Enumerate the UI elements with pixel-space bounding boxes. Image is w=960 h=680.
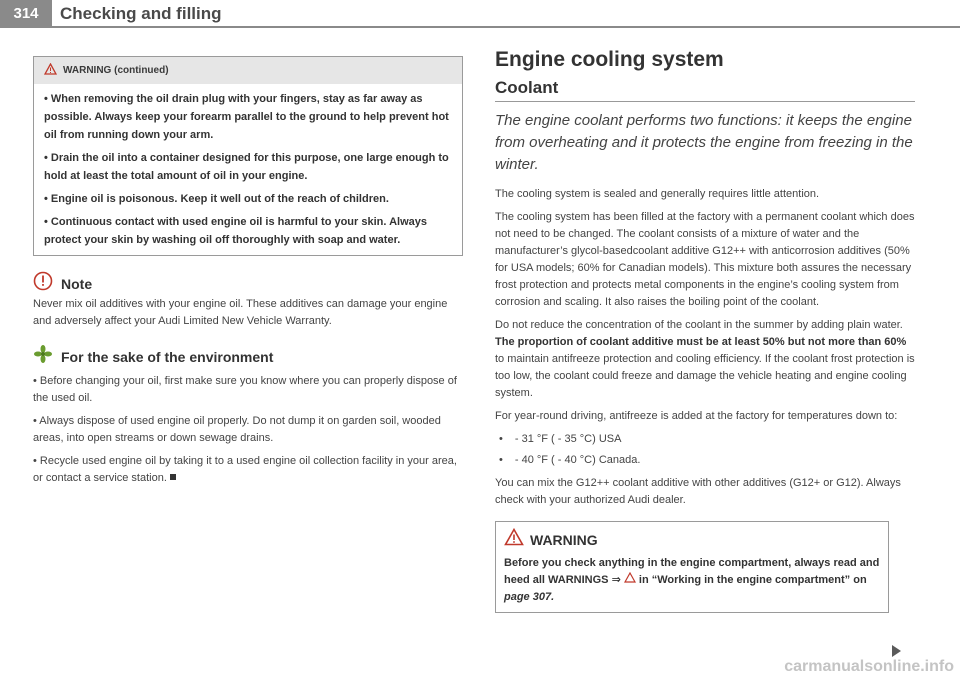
engine-warning-text — [496, 553, 888, 612]
temperature-item — [495, 452, 915, 469]
intro-text: The engine coolant performs two functions: it keeps the engine from overheating and it protects the engine from freezing in the winter. — [495, 112, 913, 173]
page-reference-link[interactable]: page 307. — [504, 591, 555, 603]
text-span: Before you check anything in the engine compartment, always read and heed all WARNINGS — [504, 557, 880, 586]
note-icon — [33, 271, 53, 296]
paragraph: The cooling system is sealed and generally requires little attention. — [495, 188, 820, 200]
environment-item: • Always dispose of used engine oil properly. Do not dump it on garden soil, wooded areas, into open streams or down sewage drains. — [33, 415, 441, 444]
continue-arrow-icon — [892, 645, 901, 657]
warning-triangle-small-icon — [624, 574, 636, 586]
watermark: carmanualsonline.info — [784, 658, 954, 675]
engine-warning-title: WARNING — [530, 531, 598, 548]
warning-triangle-icon — [44, 63, 57, 78]
coolant-body — [495, 186, 915, 509]
environment-body — [33, 373, 463, 487]
engine-warning-header — [496, 522, 888, 553]
environment-item: • Before changing your oil, first make sure you know where you can properly dispose of the used oil. — [33, 375, 457, 404]
page-number: 314 — [0, 0, 52, 26]
text-span: in “Working in the engine compartment” on — [635, 574, 867, 586]
note-text: Never mix oil additives with your engine oil. These additives can damage your engine and adversely affect your Audi Limited New Vehicle Warranty. — [33, 298, 448, 327]
environment-header — [33, 344, 463, 369]
leaf-icon — [33, 344, 53, 369]
header-rule — [0, 26, 960, 28]
warning-item: • When removing the oil drain plug with your fingers, stay as far away as possible. Always keep your forearm parallel to the ground to help prevent hot oil from running down your arm. — [44, 93, 449, 141]
heading-engine-cooling-system: Engine cooling system — [495, 48, 724, 71]
temperature-text: - 40 °F ( - 40 °C) Canada. — [514, 454, 641, 466]
paragraph: For year-round driving, antifreeze is added at the factory for temperatures down to: — [495, 410, 898, 422]
bullet-dot: • — [499, 454, 503, 466]
text-span: Do not reduce the concentration of the coolant in the summer by adding plain water. — [495, 319, 903, 331]
section-title: Checking and filling — [60, 4, 222, 23]
end-of-section-mark — [170, 474, 176, 480]
environment-item-text: • Recycle used engine oil by taking it to a used engine oil collection facility in your area, or contact a service station. — [33, 455, 457, 484]
subheading-rule — [495, 101, 915, 102]
paragraph: You can mix the G12++ coolant additive with other additives (G12+ or G12). Always check with your authorized Audi dealer. — [495, 477, 901, 506]
warning-box-header — [34, 57, 462, 84]
note-title: Note — [61, 275, 93, 292]
heading-coolant: Coolant — [495, 78, 559, 97]
note-text-block — [33, 296, 463, 330]
warning-continued-box — [33, 56, 463, 256]
right-column — [495, 48, 915, 613]
left-column — [33, 56, 463, 493]
note-header — [33, 271, 463, 296]
bullet-dot: • — [499, 433, 503, 445]
warning-item: • Engine oil is poisonous. Keep it well out of the reach of children. — [44, 193, 389, 205]
paragraph: The cooling system has been filled at the factory with a permanent coolant which does not need to be changed. The coolant consists of a mixture of water and the manufacturer’s glycol-basedcoolant additive G12++ with anticorrosion additives (50% for USA models; 60% for Canadian models). This mixture both assures the necessary frost protection and protects metal components in the engine’s cooling system from corrosion and scaling. It also raises the boiling point of the coolant. — [495, 211, 915, 308]
environment-title: For the sake of the environment — [61, 348, 274, 365]
warning-triangle-icon — [504, 528, 524, 551]
warning-item: • Drain the oil into a container designed for this purpose, one large enough to hold at least the total amount of oil in your engine. — [44, 152, 449, 182]
warning-box-heading: WARNING (continued) — [63, 65, 169, 76]
environment-item-last — [33, 453, 463, 487]
arrow-icon: ⇒ — [611, 574, 621, 586]
warning-item: • Continuous contact with used engine oil is harmful to your skin. Always protect your skin by washing oil off thoroughly with soap and water. — [44, 216, 427, 246]
engine-warning-box — [495, 521, 889, 613]
paragraph-concentration — [495, 317, 915, 402]
text-span: to maintain antifreeze protection and cooling efficiency. If the coolant frost protection is too low, the coolant could freeze and damage the vehicle heating and engine cooling system. — [495, 353, 915, 399]
temperature-item — [495, 431, 915, 448]
warning-box-body — [34, 84, 462, 255]
temperature-text: - 31 °F ( - 35 °C) USA — [514, 433, 622, 445]
bold-requirement: The proportion of coolant additive must be at least 50% but not more than 60% — [495, 336, 907, 348]
